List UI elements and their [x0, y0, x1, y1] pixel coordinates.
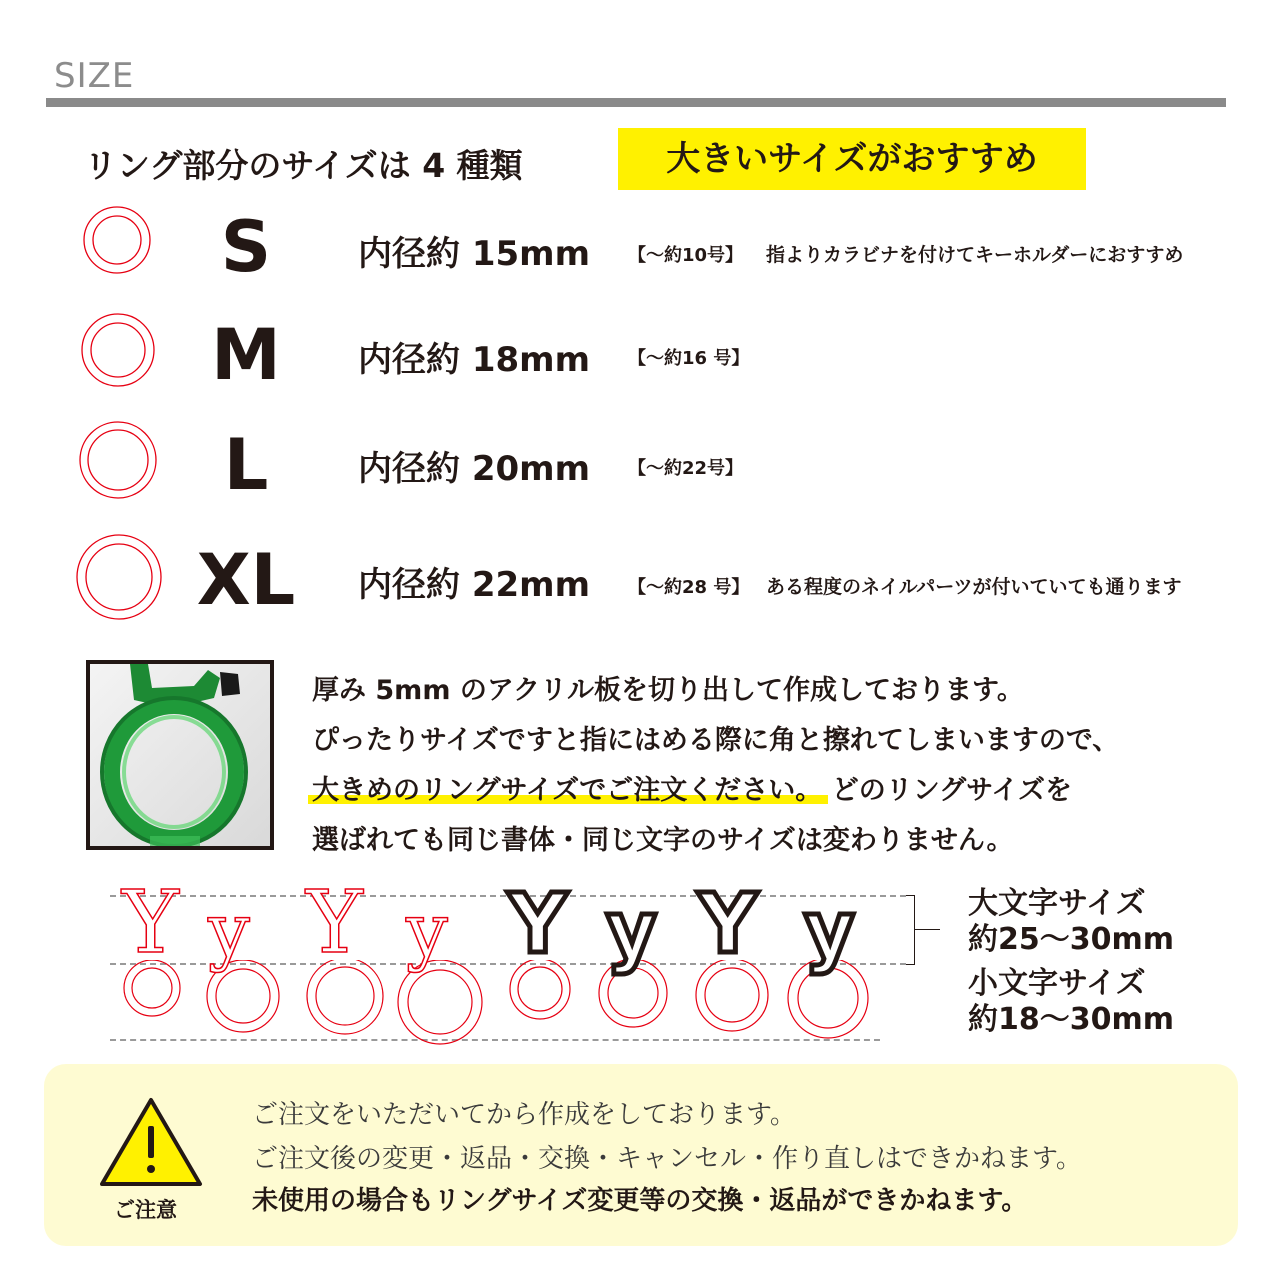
- sample-letter: Y: [306, 873, 363, 973]
- notice-label: ご注意: [114, 1198, 177, 1222]
- notice-line-1: ご注文をいただいてから作成をしております。: [252, 1100, 796, 1130]
- description-line-4: 選ばれても同じ書体・同じ文字のサイズは変わりません。: [312, 825, 1014, 856]
- ring-number-s: 【〜約10号】: [628, 245, 744, 266]
- uppercase-size-range: 約25〜30mm: [968, 922, 1175, 957]
- inner-diameter-m: 内径約 18mm: [358, 340, 591, 380]
- ring-outline-icon: [80, 206, 156, 276]
- sample-letter: Y: [508, 877, 568, 972]
- recommend-badge: [618, 128, 1086, 190]
- sample-letter: y: [208, 888, 250, 974]
- notice-line-3: [252, 1180, 1027, 1217]
- size-letter-l: L: [223, 424, 269, 506]
- size-letter-xl: XL: [196, 539, 296, 621]
- recommend-text: 大きいサイズがおすすめ: [666, 139, 1038, 179]
- notice-highlight: 未使用の場合もリングサイズ変更等の交換・返品ができかねます。: [252, 1186, 1028, 1216]
- height-bracket: [906, 895, 915, 965]
- title-divider: [46, 98, 1226, 107]
- sample-letter: y: [406, 888, 448, 974]
- sample-letter: Y: [698, 877, 758, 972]
- size-letter-s: S: [220, 206, 272, 288]
- sample-letter: Y: [122, 873, 179, 973]
- uppercase-size-label: 大文字サイズ: [968, 886, 1146, 921]
- size-note-xl: ある程度のネイルパーツが付いていても通ります: [766, 576, 1182, 598]
- ring-number-l: 【〜約22号】: [628, 458, 744, 479]
- notice-line-2: ご注文後の変更・返品・交換・キャンセル・作り直しはできかねます。: [252, 1144, 1082, 1174]
- lowercase-size-range: 約18〜30mm: [968, 1002, 1175, 1037]
- sample-letter: y: [606, 886, 657, 976]
- ring-outline-icon: [78, 420, 162, 504]
- description-line-2: ぴったりサイズですと指にはめる際に角と擦れてしまいますので、: [312, 725, 1120, 756]
- product-photo: [86, 660, 274, 850]
- size-note-s: 指よりカラビナを付けてキーホルダーにおすすめ: [766, 244, 1184, 266]
- warning-triangle-icon: [98, 1096, 204, 1188]
- sample-letter: y: [804, 886, 855, 976]
- size-letter-m: M: [211, 314, 281, 396]
- ring-size-heading: リング部分のサイズは 4 種類: [84, 146, 523, 185]
- sample-letters: [110, 873, 890, 976]
- description-line-3: [312, 768, 1072, 807]
- inner-diameter-xl: 内径約 22mm: [358, 565, 591, 605]
- ring-number-xl: 【〜約28 号】: [628, 577, 750, 598]
- ring-outline-icon: [80, 312, 160, 392]
- lowercase-size-label: 小文字サイズ: [968, 966, 1146, 1001]
- description-line-3-rest: どのリングサイズを: [831, 775, 1073, 806]
- description-line-1: 厚み 5mm のアクリル板を切り出して作成しております。: [312, 675, 1024, 706]
- inner-diameter-l: 内径約 20mm: [358, 449, 591, 489]
- inner-diameter-s: 内径約 15mm: [358, 234, 591, 274]
- ring-outline-icon: [76, 534, 166, 624]
- ring-number-m: 【〜約16 号】: [628, 348, 750, 369]
- section-title: SIZE: [54, 56, 135, 96]
- acrylic-ring-image: [90, 664, 270, 846]
- highlighted-instruction: 大きめのリングサイズでご注文ください。: [312, 775, 823, 806]
- bracket-pointer: [914, 929, 940, 930]
